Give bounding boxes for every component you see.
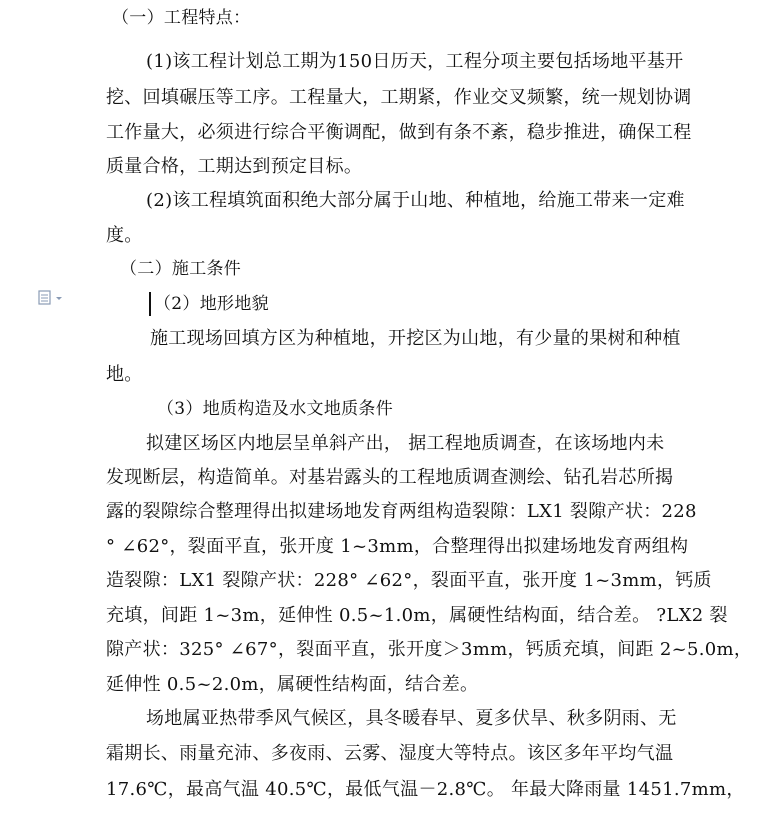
- paragraph-line: 霜期长、雨量充沛、多夜雨、云雾、湿度大等特点。该区多年平均气温: [106, 743, 674, 764]
- paragraph-line: 工作量大，必须进行综合平衡调配，做到有条不紊，稳步推进，确保工程: [106, 122, 692, 143]
- section-heading-features: （一）工程特点：: [112, 8, 251, 28]
- paragraph-line: (2)该工程填筑面积绝大部分属于山地、种植地，给施工带来一定难: [146, 190, 685, 211]
- paragraph-line: 挖、回填碾压等工序。工程量大，工期紧，作业交叉频繁，统一规划协调: [106, 87, 692, 108]
- paragraph-line: ° ∠62°，裂面平直，张开度 1~3mm，合整理得出拟建场地发育两组构: [106, 536, 689, 557]
- paragraph-line: 施工现场回填方区为种植地，开挖区为山地，有少量的果树和种植: [150, 328, 681, 349]
- paragraph-line: 造裂隙：LX1 裂隙产状：228° ∠62°，裂面平直，张开度 1~3mm，钙质: [106, 570, 712, 591]
- paragraph-line: (1)该工程计划总工期为150日历天，工程分项主要包括场地平基开: [146, 51, 684, 72]
- paragraph-line: 17.6℃，最高气温 40.5℃，最低气温－2.8℃。 年最大降雨量 1451.7mm，: [106, 779, 745, 800]
- paragraph-line: 度。: [106, 225, 143, 246]
- paragraph-line: 地。: [106, 364, 143, 385]
- paragraph-line: 质量合格，工期达到预定目标。: [106, 156, 363, 177]
- text-cursor: [149, 292, 151, 316]
- paragraph-line: 场地属亚热带季风气候区，具冬暖春早、夏多伏旱、秋多阴雨、无: [146, 708, 677, 729]
- paragraph-line: 延伸性 0.5~2.0m，属硬性结构面，结合差。: [106, 674, 479, 695]
- paragraph-line: 拟建区场区内地层呈单斜产出， 据工程地质调查，在该场地内未: [146, 433, 665, 454]
- section-heading-conditions: （二）施工条件: [120, 259, 242, 279]
- document-icon-graphic: [38, 290, 68, 306]
- paragraph-line: 充填，间距 1~3m，延伸性 0.5~1.0m，属硬性结构面，结合差。 ?LX2 裂: [106, 605, 728, 626]
- subsection-heading-geology: （3）地质构造及水文地质条件: [157, 399, 394, 419]
- paragraph-line: 隙产状：325° ∠67°，裂面平直，张开度＞3mm，钙质充填，间距 2~5.0m，: [106, 639, 753, 660]
- paragraph-line: 发现断层，构造简单。对基岩露头的工程地质调查测绘、钻孔岩芯所揭: [106, 467, 674, 488]
- document-icon[interactable]: [38, 290, 68, 306]
- subsection-heading-terrain: （2）地形地貌: [154, 294, 269, 314]
- paragraph-line: 露的裂隙综合整理得出拟建场地发育两组构造裂隙：LX1 裂隙产状：228: [106, 501, 697, 522]
